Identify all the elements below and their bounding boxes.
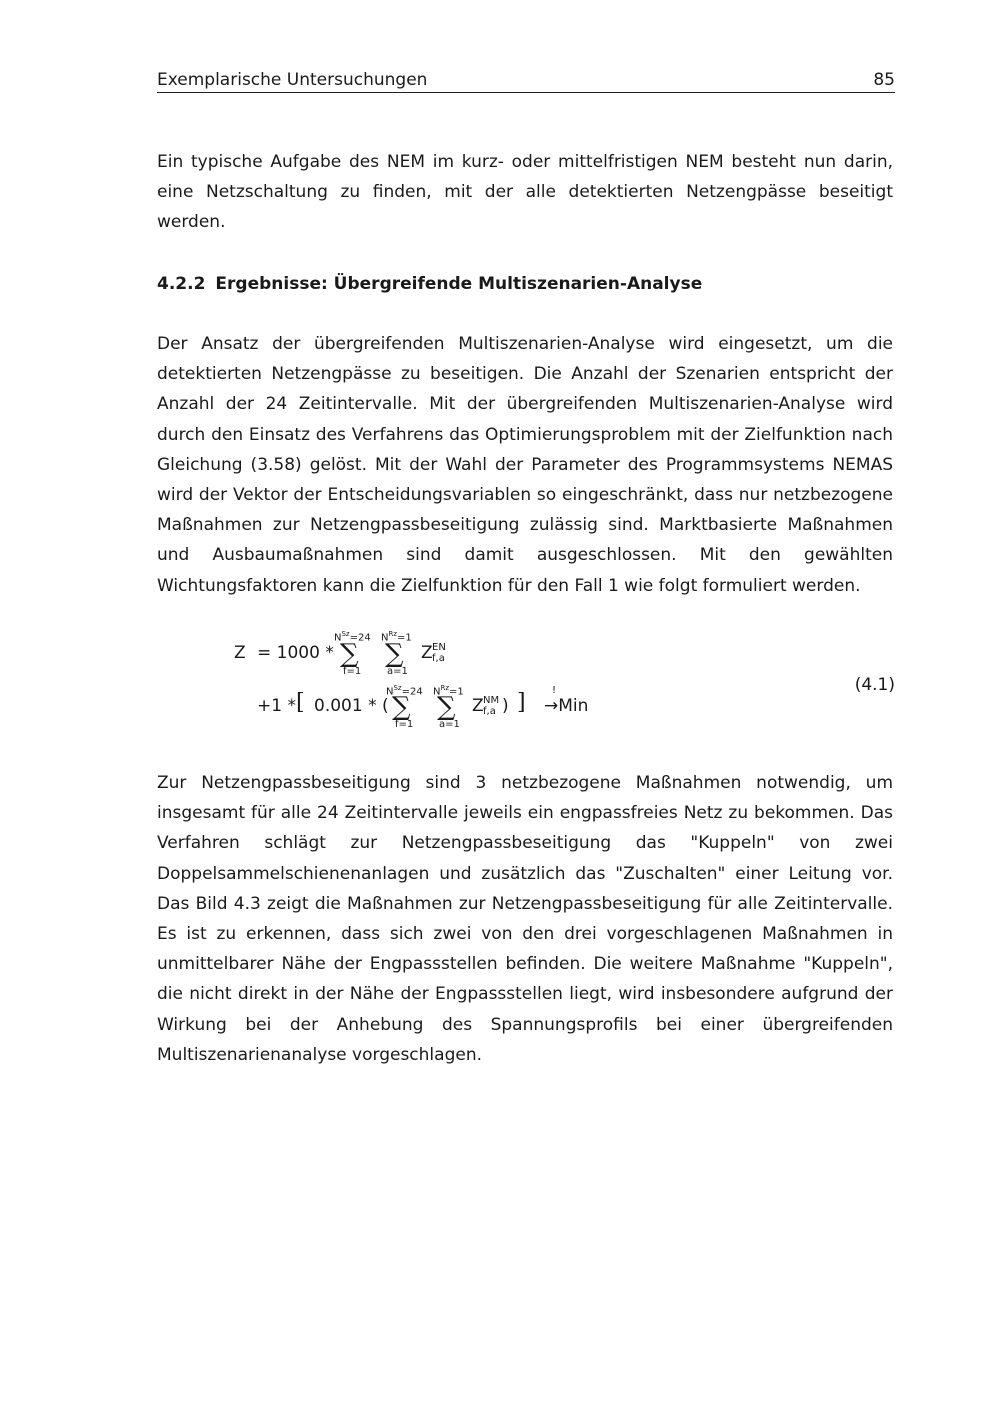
equation-4-1: [230, 625, 895, 735]
paragraph-results: Zur Netzengpassbeseitigung sind 3 netzbezogene Maßnahmen notwendig, um insgesamt für alle 24 Zeitintervalle jeweils ein engpassfreies Netz zu bekommen. Das Verfahren schlägt zur Netzengpassbeseitigung das "Kuppeln" von zwei Doppelsammelschienenanlagen und zusätzlich das "Zuschalten" einer Leitung vor. Das Bild 4.3 zeigt die Maßnahmen zur Netzengpassbeseitigung für alle Zeitintervalle. Es ist zu erkennen, dass sich zwei von den drei vorgeschlagenen Maßnahmen in unmittelbarer Nähe der Engpassstellen befinden. Die weitere Maßnahme "Kuppeln", die nicht direkt in der Nähe der Engpassstellen liegt, wird insbesondere aufgrund der Wirkung bei der Anhebung des Spannungsprofils bei einer übergreifenden Multiszenarienanalyse vorgeschlagen.: [157, 773, 893, 1065]
sum2-upper: $N^{Rz}=1$: [381, 630, 412, 644]
section-number: 4.2.2: [157, 274, 206, 294]
running-title: Exemplarische Untersuchungen: [157, 70, 428, 90]
eq-close-paren: ): [502, 696, 509, 716]
eq-exclamation: !: [552, 685, 557, 696]
sum3-upper: $N^{Sz}=24$: [386, 684, 423, 698]
equation-number: (4.1): [854, 675, 895, 695]
section-title: Ergebnisse: Übergreifende Multiszenarien-Analyse: [215, 274, 703, 294]
sum1-upper: $N^{Sz}=24$: [334, 630, 371, 644]
eq-lhs: Z: [234, 643, 246, 663]
eq-arrow-min: →Min: [544, 696, 589, 716]
eq-bracket-open: [: [296, 690, 305, 715]
term1-sup: EN: [432, 642, 446, 653]
page-header: [157, 68, 895, 93]
sum4-lower: a=1: [439, 719, 460, 730]
sum1-sigma: ∑: [340, 639, 359, 669]
section-heading: [157, 270, 702, 298]
eq-equals-1000: = 1000 *: [257, 643, 334, 663]
sum4-upper: $N^{Rz}=1$: [433, 684, 464, 698]
term1-sub: f,a: [432, 653, 445, 664]
eq-factor: 0.001 * (: [314, 696, 389, 716]
term1-z: Z: [421, 643, 433, 663]
eq-bracket-close: ]: [517, 690, 526, 715]
sum4-sigma: ∑: [437, 692, 456, 722]
sum3-lower: f=1: [395, 719, 414, 730]
term2-sup: NM: [483, 695, 500, 706]
paragraph-intro: Ein typische Aufgabe des NEM im kurz- oder mittelfristigen NEM besteht nun darin, eine Netzschaltung zu finden, mit der alle detektierten Netzengpässe beseitigt werden.: [157, 152, 893, 233]
term2-z: Z: [472, 696, 484, 716]
sum3-sigma: ∑: [392, 692, 411, 722]
term2-sub: f,a: [483, 706, 496, 717]
paragraph-approach: Der Ansatz der übergreifenden Multiszenarien-Analyse wird eingesetzt, um die detektierten Netzengpässe zu beseitigen. Die Anzahl der Szenarien entspricht der Anzahl der 24 Zeitintervalle. Mit der übergreifenden Multiszenarien-Analyse wird durch den Einsatz des Verfahrens das Optimierungsproblem mit der Zielfunktion nach Gleichung (3.58) gelöst. Mit der Wahl der Parameter des Programmsystems NEMAS wird der Vektor der Entscheidungsvariablen so eingeschränkt, dass nur netzbezogene Maßnahmen zur Netzengpassbeseitigung zulässig sind. Marktbasierte Maßnahmen und Ausbaumaßnahmen sind damit ausgeschlossen. Mit den gewählten Wichtungsfaktoren kann die Zielfunktion für den Fall 1 wie folgt formuliert werden.: [157, 334, 893, 596]
eq-plus-term: +1 *: [257, 696, 296, 716]
sum1-lower: f=1: [343, 666, 362, 677]
page-number: 85: [873, 70, 895, 90]
sum2-sigma: ∑: [385, 639, 404, 669]
sum2-lower: a=1: [387, 666, 408, 677]
